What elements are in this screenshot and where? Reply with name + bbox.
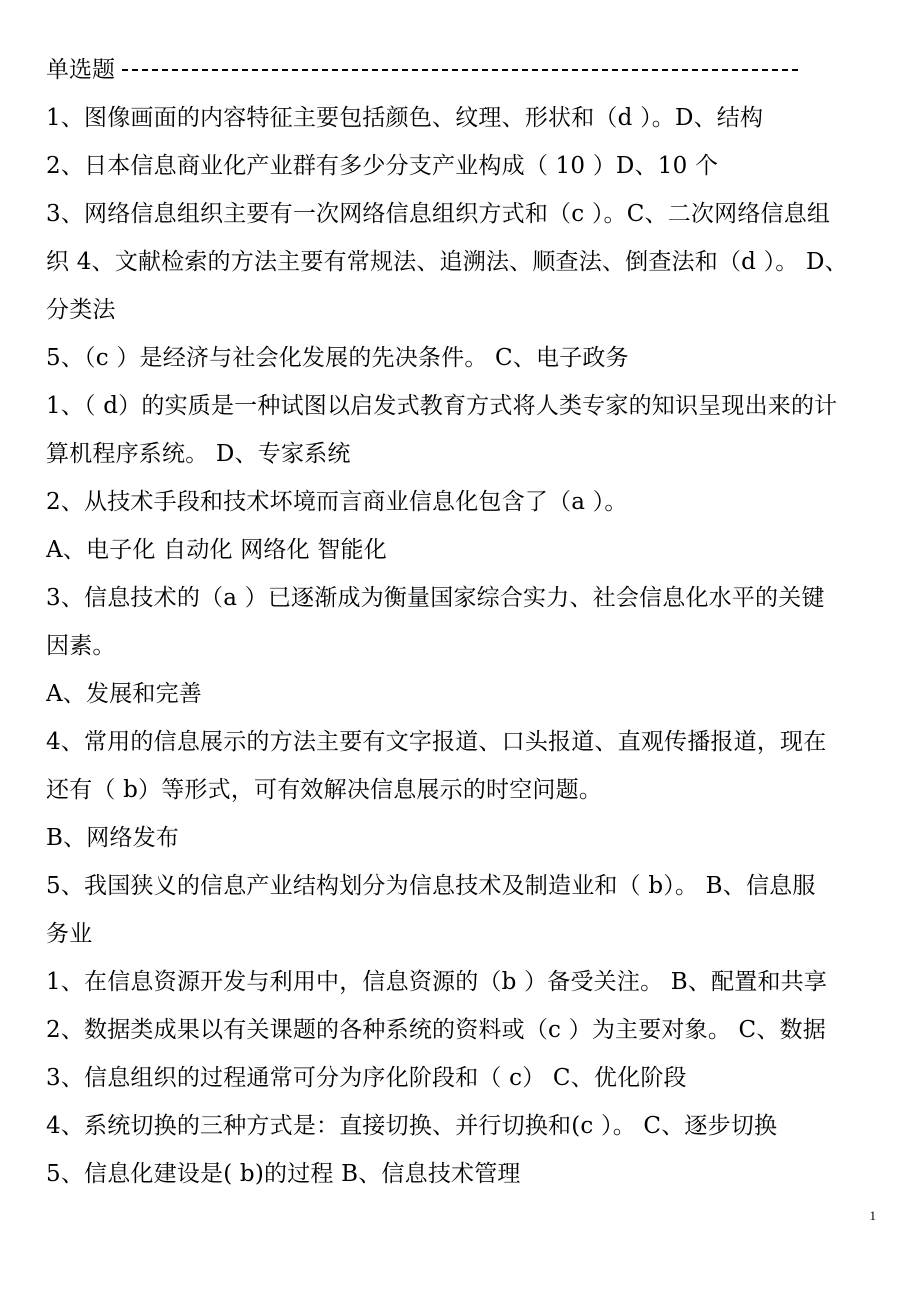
text-line: 2、日本信息商业化产业群有多少分支产业构成（ 10 ）D、10 个 — [46, 153, 719, 179]
title-dash-divider — [122, 69, 798, 71]
text-line: 3、网络信息组织主要有一次网络信息组织方式和（c ）。C、二次网络信息组 — [46, 201, 831, 227]
text-line: 1、（ d）的实质是一种试图以启发式教育方式将人类专家的知识呈现出来的计 — [46, 393, 838, 419]
text-line: 因素。 — [46, 633, 116, 659]
text-line: 3、信息组织的过程通常可分为序化阶段和（ c） C、优化阶段 — [46, 1065, 687, 1091]
text-line: 5、（c ）是经济与社会化发展的先决条件。 C、电子政务 — [46, 345, 629, 371]
text-line: 务业 — [46, 921, 93, 947]
text-line: 5、信息化建设是( b)的过程 B、信息技术管理 — [46, 1161, 521, 1187]
section-title-text: 单选题 — [46, 57, 115, 83]
page-number: 1 — [869, 1208, 876, 1223]
text-line: 4、系统切换的三种方式是：直接切换、并行切换和(c ）。 C、逐步切换 — [46, 1113, 778, 1139]
text-line: 2、数据类成果以有关课题的各种系统的资料或（c ）为主要对象。 C、数据 — [46, 1017, 826, 1043]
text-line: 算机程序系统。 D、专家系统 — [46, 441, 351, 467]
text-line: A、发展和完善 — [46, 681, 203, 707]
text-line: 1、图像画面的内容特征主要包括颜色、纹理、形状和（d ）。D、结构 — [46, 105, 764, 131]
text-line: 还有（ b）等形式，可有效解决信息展示的时空问题。 — [46, 777, 603, 803]
text-line: A、电子化 自动化 网络化 智能化 — [46, 537, 387, 563]
text-line: 2、从技术手段和技术坏境而言商业信息化包含了（a ）。 — [46, 489, 628, 515]
text-line: 4、常用的信息展示的方法主要有文字报道、口头报道、直观传播报道，现在 — [46, 729, 827, 755]
text-line: B、网络发布 — [46, 825, 180, 851]
text-line: 织 4、文献检索的方法主要有常规法、追溯法、顺查法、倒查法和（d ）。 D、 — [46, 249, 848, 275]
text-line: 1、在信息资源开发与利用中，信息资源的（b ）备受关注。 B、配置和共享 — [46, 969, 828, 995]
text-line: 分类法 — [46, 297, 116, 323]
text-line: 5、我国狭义的信息产业结构划分为信息技术及制造业和（ b）。 B、信息服 — [46, 873, 816, 899]
text-line: 3、信息技术的（a ）已逐渐成为衡量国家综合实力、社会信息化水平的关键 — [46, 585, 825, 611]
